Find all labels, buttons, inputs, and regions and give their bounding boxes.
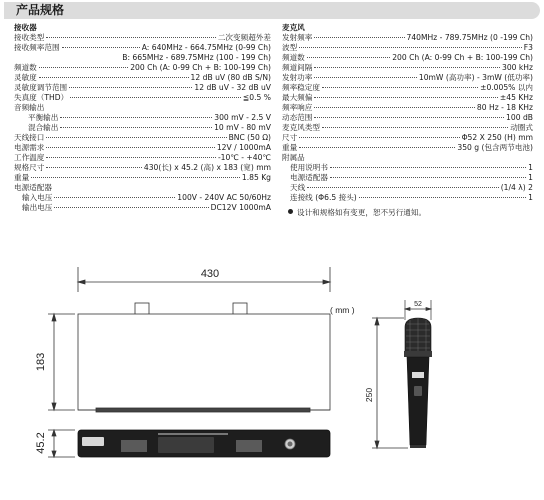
page-title: 产品规格 (16, 3, 65, 17)
spec-group-label: 电源适配器 (14, 183, 52, 192)
spec-row: 动态范围 100 dB (282, 113, 533, 122)
spec-row: 灵敏度调节范围 12 dB uV - 32 dB uV (14, 83, 271, 92)
spec-row: 频率稳定度 ±0.005% 以内 (282, 83, 533, 92)
spec-group-label: 音频输出 (14, 103, 45, 112)
spec-row: 频率响应 80 Hz - 18 KHz (282, 103, 533, 112)
spec-row: 平衡输出 300 mV - 2.5 V (28, 113, 271, 122)
mic-length-label: 250 (364, 387, 374, 403)
spec-row: 输入电压 100V - 240V AC 50/60Hz (22, 193, 271, 202)
mic-diameter-label: 52 (414, 301, 422, 308)
spec-row: 重量 1.85 Kg (14, 173, 271, 182)
spec-row: 频道数 200 Ch (A: 0-99 Ch + B: 100-199 Ch) (14, 63, 271, 72)
spec-row: 连接线 (Φ6.5 接头) 1 (290, 193, 533, 202)
spec-row: 天线接口 BNC (50 Ω) (14, 133, 271, 142)
unit-label: ( mm ) (330, 305, 355, 315)
spec-row: 工作温度 -10℃ - +40℃ (14, 153, 271, 162)
spec-row: 尺寸 Φ52 X 250 (H) mm (282, 133, 533, 142)
spec-row: 接收类型 二次变频超外差 (14, 33, 271, 42)
height-dimension (48, 430, 75, 457)
width-label: 430 (200, 268, 220, 280)
spec-row: 失真度（THD） ≦0.5 % (14, 93, 271, 102)
disclaimer-note: 设计和规格如有变更，恕不另行通知。 (282, 208, 533, 218)
spec-row: 最大频偏 ±45 KHz (282, 93, 533, 102)
spec-row: 波型 F3 (282, 43, 533, 52)
spec-row: 频道间隔 300 kHz (282, 63, 533, 72)
spec-row: 规格尺寸 430(长) x 45.2 (高) x 183 (宽) mm (14, 163, 271, 172)
spec-row-continuation: B: 665MHz - 689.75MHz (100 - 199 Ch) (122, 53, 271, 62)
spec-row: 使用说明书 1 (290, 163, 533, 172)
mic-length-dimension (372, 318, 408, 448)
spec-row: 接收频率范围 A: 640MHz - 664.75MHz (0-99 Ch) (14, 43, 271, 52)
spec-row: 灵敏度 12 dB uV (80 dB S/N) (14, 73, 271, 82)
spec-row: 输出电压 DC12V 1000mA (22, 203, 271, 212)
microphone-section-title: 麦克风 (282, 23, 305, 32)
receiver-top-view (78, 303, 330, 412)
microphone-illustration (404, 318, 432, 448)
height-label: 45.2 (35, 432, 47, 454)
spec-row: 重量 350 g (包含两节电池) (282, 143, 533, 152)
spec-row: 频道数 200 Ch (A: 0-99 Ch + B: 100-199 Ch) (282, 53, 533, 62)
receiver-front-view (78, 430, 330, 457)
spec-row: 电源适配器 1 (290, 173, 533, 182)
spec-row: 发射功率 10mW (高功率) - 3mW (低功率) (282, 73, 533, 82)
spec-row: 发射频率 740MHz - 789.75MHz (0 -199 Ch) (282, 33, 533, 42)
spec-group-label: 附属品 (282, 153, 305, 162)
depth-label: 183 (35, 352, 47, 372)
spec-row: 电源需求 12V / 1000mA (14, 143, 271, 152)
spec-row: 天线 (1/4 λ) 2 (290, 183, 533, 192)
spec-row: 混合输出 10 mV - 80 mV (28, 123, 271, 132)
spec-row: 麦克风类型 动圈式 (282, 123, 533, 132)
receiver-section-title: 接收器 (14, 23, 37, 32)
depth-dimension (48, 314, 75, 410)
